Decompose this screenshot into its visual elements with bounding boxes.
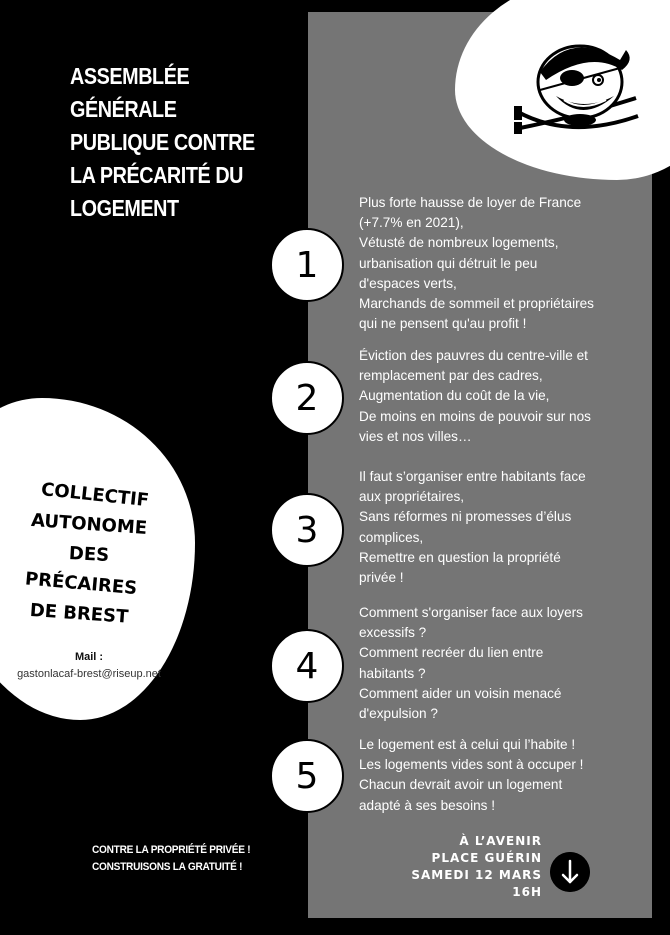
collectif-name xyxy=(14,480,164,630)
item-line: Le logement est à celui qui l’habite ! xyxy=(359,737,576,752)
mail-address[interactable]: gastonlacaf-brest@riseup.net xyxy=(17,668,161,680)
slogan-line: CONTRE LA PROPRIÉTÉ PRIVÉE ! xyxy=(92,844,251,856)
event-place: PLACE GUÉRIN xyxy=(431,851,542,865)
collectif-line: PRÉCAIRES xyxy=(24,568,138,600)
item-line: vies et nos villes… xyxy=(359,428,472,444)
title-line: GÉNÉRALE xyxy=(70,96,177,122)
item-line: d'espaces verts, xyxy=(359,275,457,291)
item-line: Comment recréer du lien entre xyxy=(359,645,544,661)
item-text xyxy=(359,603,621,724)
item-line: d'expulsion ? xyxy=(359,706,438,722)
item-line: Vétusté de nombreux logements, xyxy=(359,235,559,251)
item-line: Sans réformes ni promesses d’élus xyxy=(359,509,572,525)
collectif-line: DE BREST xyxy=(29,599,129,628)
collectif-line: COLLECTIF xyxy=(40,479,150,512)
item-line: habitants ? xyxy=(359,665,426,681)
pirate-mascot-icon xyxy=(510,20,645,150)
item-line: Remettre en question la propriété xyxy=(359,549,561,565)
mail-label: Mail : xyxy=(74,651,104,663)
number-badge: 5 xyxy=(270,739,344,813)
item-line: (+7.7% en 2021), xyxy=(359,215,464,231)
item-line: Il faut s’organiser entre habitants face xyxy=(359,469,586,484)
item-line: Plus forte hausse de loyer de France xyxy=(359,195,582,210)
item-line: remplacement par des cadres, xyxy=(359,368,543,384)
item-line: excessifs ? xyxy=(359,625,427,641)
arrow-down-icon xyxy=(550,852,590,892)
item-line: Comment s'organiser face aux loyers xyxy=(359,605,583,620)
item-line: Augmentation du coût de la vie, xyxy=(359,388,550,404)
number-badge: 3 xyxy=(270,493,344,567)
item-text xyxy=(359,467,621,588)
number-badge: 4 xyxy=(270,629,344,703)
item-line: complices, xyxy=(359,529,424,545)
event-info xyxy=(411,833,542,901)
item-line: Comment aider un voisin menacé xyxy=(359,685,562,701)
collectif-line: AUTONOME xyxy=(30,509,148,540)
number-badge: 2 xyxy=(270,361,344,435)
item-line: De moins en moins de pouvoir sur nos xyxy=(359,408,591,424)
item-text xyxy=(359,735,621,816)
event-venue: À L’AVENIR xyxy=(459,834,542,848)
item-line: Les logements vides sont à occuper ! xyxy=(359,757,584,773)
item-text xyxy=(359,346,621,447)
title-line: LOGEMENT xyxy=(70,195,179,221)
item-text xyxy=(359,193,621,334)
item-line: qui ne pensent qu'au profit ! xyxy=(359,316,527,332)
item-line: Éviction des pauvres du centre-ville et xyxy=(359,348,588,363)
item-line: Marchands de sommeil et propriétaires xyxy=(359,296,594,312)
collectif-line: DES xyxy=(68,542,110,567)
title-line: LA PRÉCARITÉ DU xyxy=(70,162,244,188)
title-line: ASSEMBLÉE xyxy=(70,63,190,89)
slogan xyxy=(92,842,250,876)
item-line: Chacun devrait avoir un logement xyxy=(359,777,563,793)
event-time: 16H xyxy=(512,885,542,899)
item-line: privée ! xyxy=(359,570,404,586)
item-line: aux propriétaires, xyxy=(359,489,465,505)
page-title xyxy=(70,60,268,225)
title-line: PUBLIQUE CONTRE xyxy=(70,129,255,155)
item-line: adapté à ses besoins ! xyxy=(359,797,496,813)
event-date: SAMEDI 12 MARS xyxy=(411,868,542,882)
item-line: urbanisation qui détruit le peu xyxy=(359,255,538,271)
slogan-line: CONSTRUISONS LA GRATUITÉ ! xyxy=(92,861,243,873)
number-badge: 1 xyxy=(270,228,344,302)
